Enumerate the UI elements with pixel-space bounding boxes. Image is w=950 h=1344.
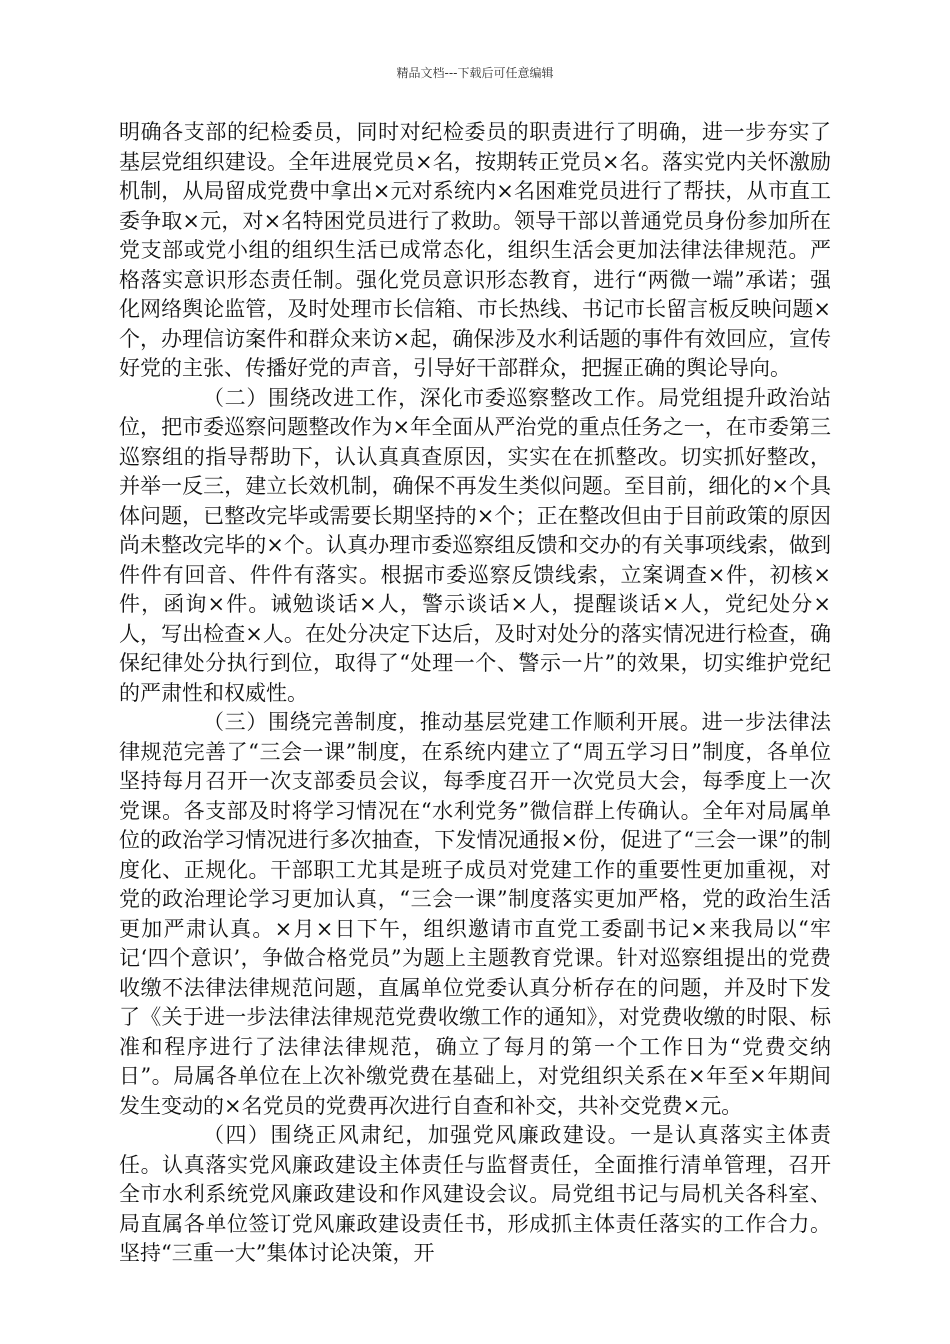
paragraph-section-3: （三）围绕完善制度，推动基层党建工作顺利开展。进一步法律法律规范完善了“三会一课”制度，在系统内建立了“周五学习日”制度，各单位坚持每月召开一次支部委员会议，每季度召开一次党员大会，每季度上一次党课。各支部及时将学习情况在“水利党务”微信群上传确认。全年对局属单位的政治学习情况进行多次抽查，下发情况通报×份，促进了“三会一课”的制度化、正规化。干部职工尤其是班子成员对党建工作的重要性更加重视，对党的政治理论学习更加认真，“三会一课”制度落实更加严格，党的政治生活更加严肃认真。×月×日下午，组织邀请市直党工委副书记×来我局以“牢记‘四个意识’，争做合格党员”为题上主题教育党课。针对巡察组提出的党费收缴不法律法律规范问题，直属单位党委认真分析存在的问题，并及时下发了《关于进一步法律法律规范党费收缴工作的通知》，对党费收缴的时限、标准和程序进行了法律法律规范，确立了每月的第一个工作日为“党费交纳日”。局属各单位在上次补缴党费在基础上，对党组织关系在×年至×年期间发生变动的×名党员的党费再次进行自查和补交，共补交党费×元。 — [119, 710, 831, 1118]
paragraph-section-2: （二）围绕改进工作，深化市委巡察整改工作。局党组提升政治站位，把市委巡察问题整改作为×年全面从严治党的重点任务之一，在市委第三巡察组的指导帮助下，认认真真查原因，实实在在抓整改。切实抓好整改，并举一反三，建立长效机制，确保不再发生类似问题。至目前，细化的×个具体问题，已整改完毕或需要长期坚持的×个；正在整改但由于目前政策的原因尚未整改完毕的×个。认真办理市委巡察组反馈和交办的有关事项线索，做到件件有回音、件件有落实。根据市委巡察反馈线索，立案调查×件，初核×件，函询×件。诫勉谈话×人，警示谈话×人，提醒谈话×人，党纪处分×人，写出检查×人。在处分决定下达后，及时对处分的落实情况进行检查，确保纪律处分执行到位，取得了“处理一个、警示一片”的效果，切实维护党纪的严肃性和权威性。 — [119, 385, 831, 705]
paragraph-section-4: （四）围绕正风肃纪，加强党风廉政建设。一是认真落实主体责任。认真落实党风廉政建设主体责任与监督责任，全面推行清单管理，召开全市水利系统党风廉政建设和作风建设会议。局党组书记与局机关各科室、局直属各单位签订党风廉政建设责任书，形成抓主体责任落实的工作合力。坚持“三重一大”集体讨论决策，开 — [119, 1123, 831, 1265]
document-body — [119, 118, 831, 1269]
paragraph-continued: 明确各支部的纪检委员，同时对纪检委员的职责进行了明确，进一步夯实了基层党组织建设。全年进展党员×名，按期转正党员×名。落实党内关怀激励机制，从局留成党费中拿出×元对系统内×名困难党员进行了帮扶，从市直工委争取×元，对×名特困党员进行了救助。领导干部以普通党员身份参加所在党支部或党小组的组织生活已成常态化，组织生活会更加法律法律规范。严格落实意识形态责任制。强化党员意识形态教育，进行“两微一端”承诺；强化网络舆论监管，及时处理市长信箱、市长热线、书记市长留言板反映问题×个，办理信访案件和群众来访×起，确保涉及水利话题的事件有效回应，宣传好党的主张、传播好党的声音，引导好干部群众，把握正确的舆论导向。 — [119, 120, 831, 380]
page-header: 精品文档---下载后可任意编辑 — [396, 66, 554, 80]
